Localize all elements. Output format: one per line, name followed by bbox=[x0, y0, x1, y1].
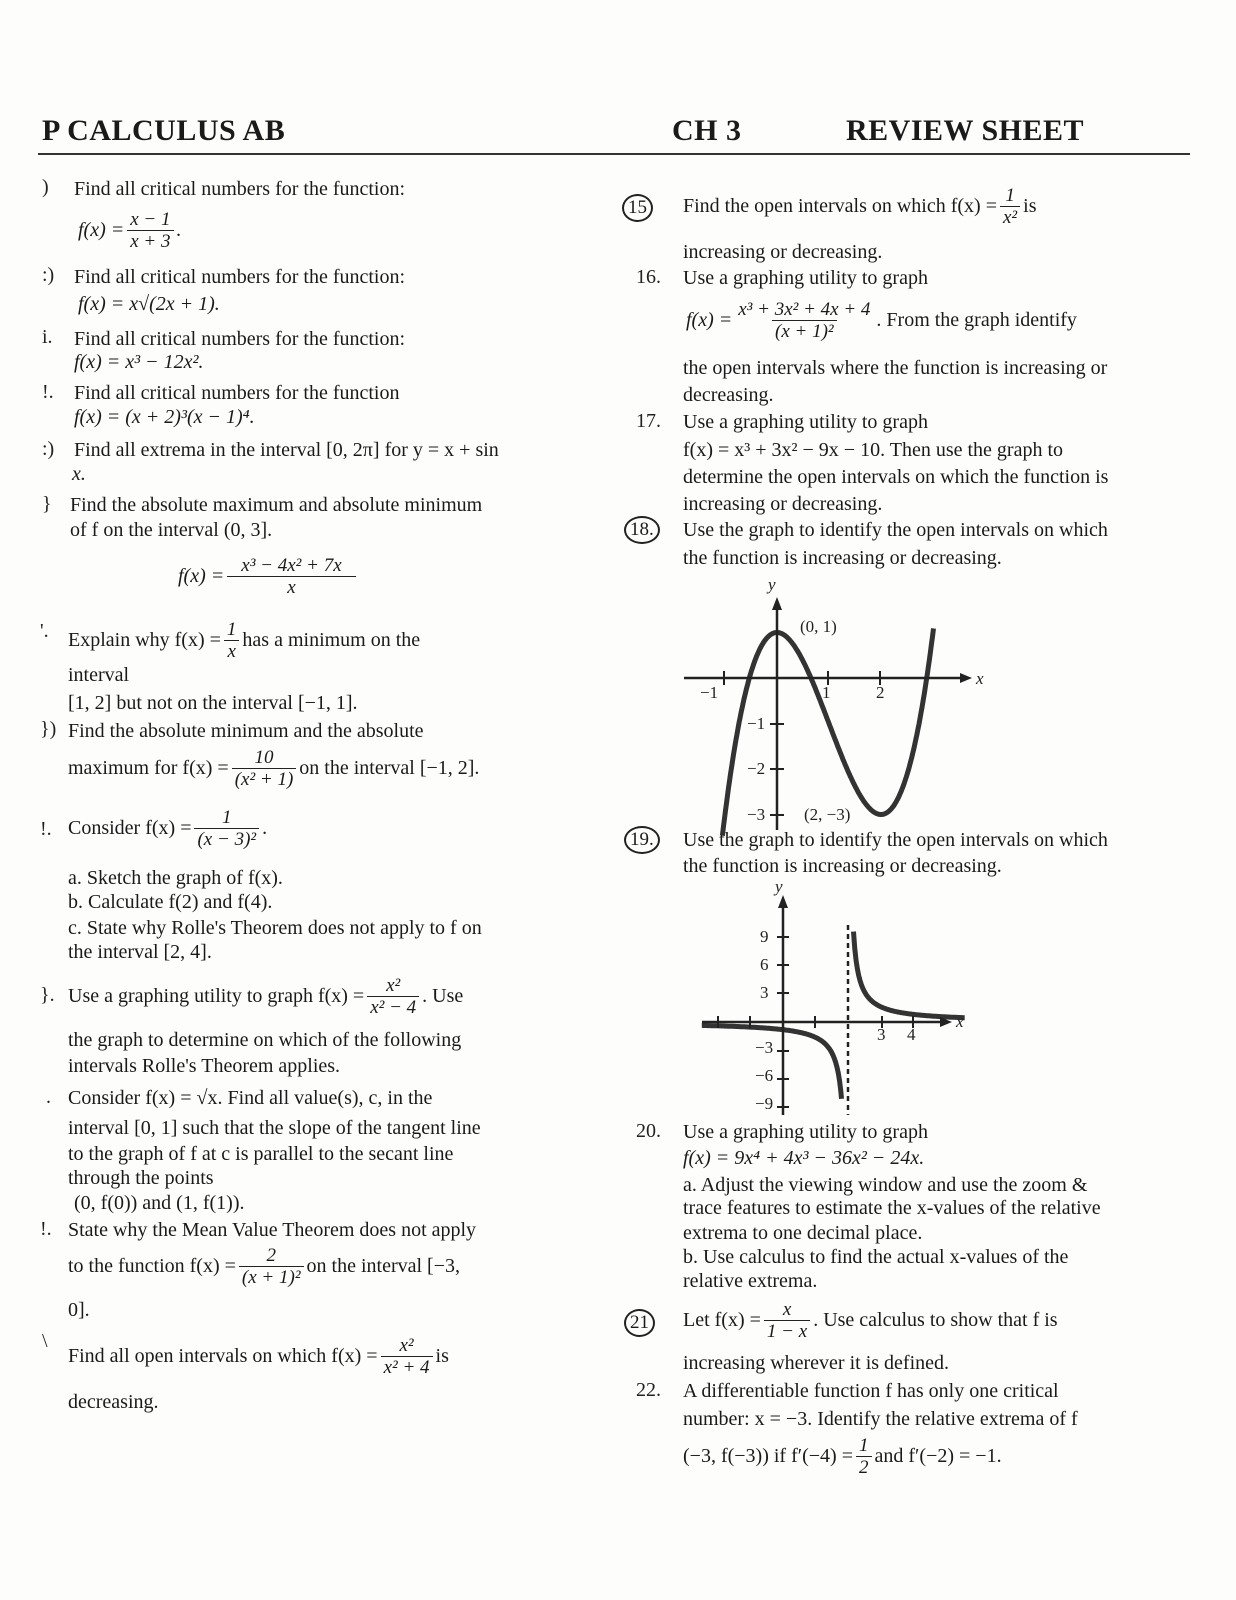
text: Find the open intervals on which f(x) = bbox=[683, 195, 997, 218]
lhs: f(x) = bbox=[178, 565, 225, 588]
problem-text-cont: the function is increasing or decreasing. bbox=[683, 547, 1002, 569]
text: on the interval [−1, 2]. bbox=[299, 757, 480, 780]
text: Find all open intervals on which f(x) = bbox=[68, 1345, 378, 1368]
problem-text-cont: the graph to determine on which of the following bbox=[68, 1029, 462, 1051]
problem-text: Find all critical numbers for the function: bbox=[74, 178, 406, 200]
equation: f(x) = x√(2x + 1). bbox=[78, 293, 220, 315]
problem-mark: :) bbox=[42, 438, 55, 460]
numerator: x − 1 bbox=[130, 209, 171, 230]
problem-text-cont: increasing or decreasing. bbox=[683, 241, 883, 263]
x-tick-label: 1 bbox=[822, 683, 831, 702]
problem-text-cont: to the graph of f at c is parallel to the secant line bbox=[68, 1143, 454, 1165]
denominator: 1 − x bbox=[764, 1320, 810, 1343]
denominator: (x + 1)² bbox=[772, 320, 837, 343]
problem-mark: !. bbox=[42, 381, 54, 403]
numerator: x² bbox=[399, 1335, 414, 1356]
denominator: x² + 4 bbox=[381, 1356, 433, 1379]
problem-mark: !. bbox=[40, 1218, 52, 1240]
x-tick-label: −1 bbox=[700, 683, 719, 702]
problem-text bbox=[683, 1300, 1058, 1343]
numerator: 1 bbox=[859, 1435, 869, 1456]
function-curve-right bbox=[854, 932, 965, 1018]
numerator: 1 bbox=[226, 619, 237, 640]
problem-text: Use the graph to identify the open intervals on which bbox=[683, 829, 1108, 851]
numerator: 2 bbox=[266, 1245, 276, 1266]
text: is bbox=[435, 1345, 449, 1368]
text: . From the graph identify bbox=[876, 309, 1077, 332]
problem-text-cont: determine the open intervals on which the function is bbox=[683, 466, 1109, 488]
problem-number-circled: 19. bbox=[624, 826, 660, 854]
problem-number: 20. bbox=[636, 1120, 661, 1142]
text: Consider f(x) = bbox=[68, 817, 192, 840]
x-axis-arrow bbox=[960, 673, 972, 683]
problem-text: Use a graphing utility to graph bbox=[683, 411, 928, 433]
problem-text-cont: f(x) = x³ + 3x² − 9x − 10. Then use the graph to bbox=[683, 439, 1064, 461]
y-tick-label: 3 bbox=[760, 983, 769, 1002]
denominator: x² − 4 bbox=[367, 996, 419, 1019]
problem-text-cont: interval [0, 1] such that the slope of the tangent line bbox=[68, 1117, 481, 1139]
denominator: (x + 1)² bbox=[239, 1266, 304, 1289]
problem-number-circled: 21 bbox=[624, 1309, 655, 1337]
y-tick-label: −3 bbox=[747, 805, 766, 824]
y-axis-label: y bbox=[775, 877, 783, 896]
problem-text: Use the graph to identify the open intervals on which bbox=[683, 519, 1108, 541]
part-c: c. State why Rolle's Theorem does not apply to f on bbox=[68, 917, 482, 939]
problem-text-cont: increasing or decreasing. bbox=[683, 493, 883, 515]
denominator: x bbox=[224, 640, 238, 663]
numerator: x bbox=[782, 1299, 792, 1320]
problem-text-cont: (0, f(0)) and (1, f(1)). bbox=[74, 1192, 245, 1214]
lhs: f(x) = bbox=[78, 219, 125, 242]
denominator: x bbox=[227, 576, 355, 599]
problem-text-cont: through the points bbox=[68, 1167, 214, 1189]
denominator: (x² + 1) bbox=[232, 768, 297, 791]
x-axis-label: x bbox=[976, 669, 984, 688]
problem-number-circled: 15 bbox=[622, 194, 653, 222]
text: maximum for f(x) = bbox=[68, 757, 229, 780]
problem-text: Use a graphing utility to graph bbox=[683, 267, 928, 289]
problem-text-cont: interval bbox=[68, 664, 130, 686]
y-tick-label: −2 bbox=[747, 759, 766, 778]
problem-mark: . bbox=[46, 1086, 51, 1108]
text: . Use bbox=[422, 985, 464, 1008]
function-curve-left bbox=[702, 1025, 842, 1098]
sheet-title: REVIEW SHEET bbox=[846, 114, 1085, 147]
course-title: P CALCULUS AB bbox=[42, 114, 286, 147]
problem-text: Find all critical numbers for the function: bbox=[74, 266, 406, 288]
y-tick-label: 9 bbox=[760, 927, 769, 946]
y-axis-label: y bbox=[768, 575, 776, 594]
problem-text-cont: the open intervals where the function is increasing or bbox=[683, 357, 1108, 379]
problem-number: 16. bbox=[636, 266, 661, 288]
problem-text-cont: number: x = −3. Identify the relative extrema of f bbox=[683, 1408, 1078, 1430]
part-a: a. Sketch the graph of f(x). bbox=[68, 867, 283, 889]
problem-mark: }. bbox=[40, 984, 55, 1006]
text: Explain why f(x) = bbox=[68, 629, 221, 652]
problem-mark: i. bbox=[42, 326, 53, 348]
problem-mark: '. bbox=[40, 620, 49, 642]
problem-mark: !. bbox=[40, 818, 52, 840]
problem-text-cont: the function is increasing or decreasing. bbox=[683, 855, 1002, 877]
numerator: 1 bbox=[222, 807, 232, 828]
problem-mark: :) bbox=[42, 264, 55, 286]
x-tick-label: 2 bbox=[876, 683, 885, 702]
problem-text-cont: [1, 2] but not on the interval [−1, 1]. bbox=[68, 692, 358, 714]
numerator: 10 bbox=[254, 747, 274, 768]
problem-number-circled: 18. bbox=[624, 516, 660, 544]
problem-text: Find all critical numbers for the function bbox=[74, 382, 400, 404]
part-c-cont: the interval [2, 4]. bbox=[68, 941, 212, 963]
problem-number: 17. bbox=[636, 410, 661, 432]
problem-text: State why the Mean Value Theorem does not apply bbox=[68, 1219, 477, 1241]
equation: f(x) = (x + 2)³(x − 1)⁴. bbox=[74, 406, 255, 428]
lhs: f(x) = bbox=[686, 309, 733, 332]
y-axis-arrow bbox=[772, 597, 782, 610]
denominator: 2 bbox=[856, 1456, 872, 1479]
x-tick-label: 3 bbox=[877, 1025, 886, 1044]
y-tick-label: 6 bbox=[760, 955, 769, 974]
problem-text-cont: 0]. bbox=[68, 1299, 90, 1321]
x-tick-label: 4 bbox=[907, 1025, 916, 1044]
problem-mark: } bbox=[42, 493, 52, 515]
problem-text-cont: decreasing. bbox=[683, 384, 774, 406]
text: to the function f(x) = bbox=[68, 1255, 236, 1278]
text: (−3, f(−3)) if f′(−4) = bbox=[683, 1445, 853, 1468]
problem-text: Find all extrema in the interval [0, 2π] for y = x + sin bbox=[74, 439, 499, 461]
y-tick-label: −6 bbox=[755, 1066, 774, 1085]
problem-number: 22. bbox=[636, 1379, 661, 1401]
problem-text-cont bbox=[683, 1436, 1002, 1479]
text: Let f(x) = bbox=[683, 1309, 761, 1332]
text: and f′(−2) = −1. bbox=[874, 1445, 1002, 1468]
problem-text: Find all critical numbers for the function: bbox=[74, 328, 406, 350]
problem-mark: ) bbox=[42, 176, 49, 198]
numerator: x³ + 3x² + 4x + 4 bbox=[738, 299, 871, 320]
chapter-label: CH 3 bbox=[672, 114, 742, 147]
text: . Use calculus to show that f is bbox=[813, 1309, 1058, 1332]
equation: f(x) = x³ − 12x². bbox=[74, 351, 204, 373]
y-tick-label: −1 bbox=[747, 714, 766, 733]
text: Use a graphing utility to graph f(x) = bbox=[68, 985, 365, 1008]
denominator: (x − 3)² bbox=[194, 828, 259, 851]
denominator: x + 3 bbox=[127, 230, 173, 253]
period: . bbox=[176, 219, 182, 242]
problem-text-cont: increasing wherever it is defined. bbox=[683, 1352, 950, 1374]
min-point-label: (2, −3) bbox=[804, 805, 851, 824]
numerator: 1 bbox=[1005, 185, 1015, 206]
text: on the interval [−3, bbox=[306, 1255, 460, 1278]
problem-text-cont: x. bbox=[72, 463, 86, 485]
problem-text: Find the absolute maximum and absolute minimum bbox=[70, 494, 483, 516]
text: . bbox=[262, 817, 268, 840]
part-a-cont: trace features to estimate the x-values of the relative bbox=[683, 1197, 1101, 1219]
problem-mark: }) bbox=[40, 718, 57, 740]
problem-text: Consider f(x) = √x. Find all value(s), c, in the bbox=[68, 1087, 433, 1109]
part-b: b. Use calculus to find the actual x-values of the bbox=[683, 1246, 1069, 1268]
part-a-cont: extrema to one decimal place. bbox=[683, 1222, 923, 1244]
problem-text: Use a graphing utility to graph bbox=[683, 1121, 928, 1143]
x-axis-label: x bbox=[956, 1012, 964, 1031]
numerator: x² bbox=[386, 975, 401, 996]
part-b: b. Calculate f(2) and f(4). bbox=[68, 891, 273, 913]
numerator: x³ − 4x² + 7x bbox=[241, 555, 342, 576]
problem-text-cont: of f on the interval (0, 3]. bbox=[70, 519, 273, 541]
y-axis-arrow bbox=[778, 895, 788, 908]
problem-text-cont: intervals Rolle's Theorem applies. bbox=[68, 1055, 341, 1077]
y-tick-label: −3 bbox=[755, 1038, 774, 1057]
text: has a minimum on the bbox=[242, 629, 421, 652]
problem-text: Find the absolute minimum and the absolute bbox=[68, 720, 424, 742]
equation: f(x) = 9x⁴ + 4x³ − 36x² − 24x. bbox=[683, 1147, 925, 1169]
part-b-cont: relative extrema. bbox=[683, 1270, 818, 1292]
max-point-label: (0, 1) bbox=[800, 617, 837, 636]
text: is bbox=[1023, 195, 1037, 218]
y-tick-label: −9 bbox=[755, 1094, 774, 1113]
denominator: x² bbox=[1000, 206, 1020, 229]
part-a: a. Adjust the viewing window and use the zoom & bbox=[683, 1174, 1088, 1196]
problem-mark: \ bbox=[42, 1330, 48, 1352]
problem-text: A differentiable function f has only one critical bbox=[683, 1380, 1059, 1402]
problem-text-cont: decreasing. bbox=[68, 1391, 159, 1413]
